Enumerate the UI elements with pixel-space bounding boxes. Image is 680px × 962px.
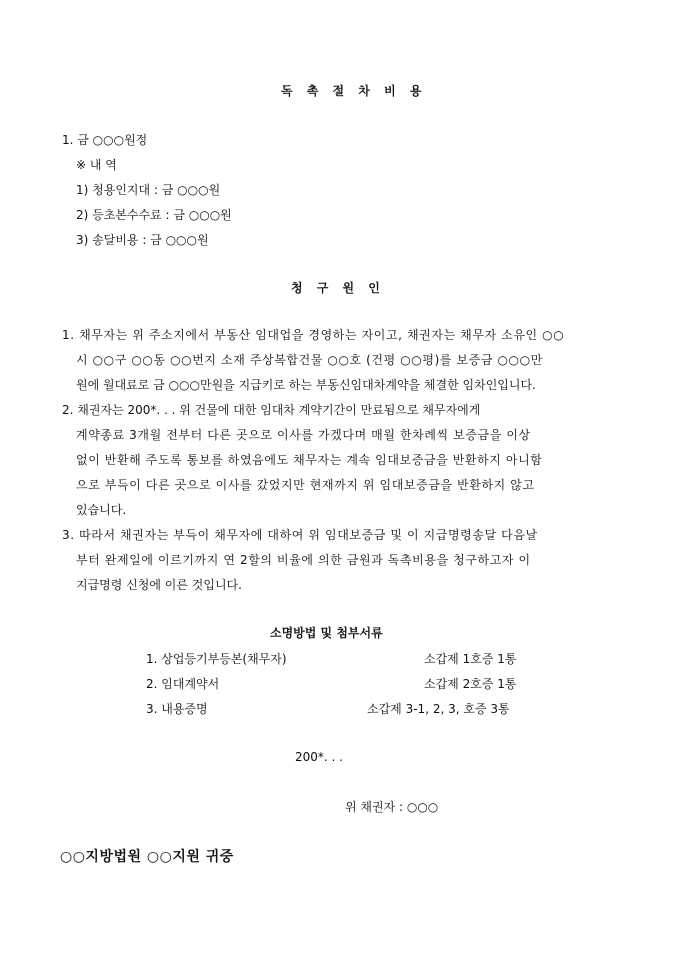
claim-line: 2. 채권자는 200*. . . 위 건물에 대한 임대차 계약기간이 만료됨으로 채무자에게 bbox=[62, 403, 481, 417]
claim-line: 원에 월대료로 금 ○○○만원을 지급키로 하는 부동신임대차계약을 체결한 임차인입니다. bbox=[76, 378, 536, 392]
claim-line: 부터 완제일에 이르기까지 연 2할의 비율에 의한 금원과 독촉비용을 청구하고자 이 bbox=[76, 553, 531, 567]
claim-line: 지급명령 신청에 이른 것입니다. bbox=[76, 578, 242, 592]
evidence-ref: 소갑제 2호증 1통 bbox=[424, 677, 517, 691]
cost-breakdown-label: ※ 내 역 bbox=[76, 158, 117, 172]
claim-line: 으로 부득이 다른 곳으로 이사를 갔었지만 현재까지 위 임대보증금을 반환하지 않고 bbox=[76, 478, 535, 492]
evidence-name: 1. 상업등기부등본(채무자) bbox=[146, 652, 287, 666]
claim-line: 3. 따라서 채권자는 부득이 채무자에 대하여 위 임대보증금 및 이 지급명령송달 다음날 bbox=[62, 528, 538, 542]
claim-line: 시 ○○구 ○○동 ○○번지 소재 주상복합건물 ○○호 (건평 ○○평)를 보증금 ○○○만 bbox=[76, 353, 543, 367]
evidence-ref: 소갑제 3-1, 2, 3, 호증 3통 bbox=[367, 702, 510, 716]
claim-line: 1. 채무자는 위 주소지에서 부동산 임대업을 경영하는 자이고, 채권자는 채무자 소유인 ○○ bbox=[62, 328, 565, 342]
evidence-section-title: 소명방법 및 첨부서류 bbox=[270, 626, 383, 640]
court-addressee: ○○지방법원 ○○지원 귀중 bbox=[60, 849, 234, 865]
cost-amount-line: 1. 금 ○○○원정 bbox=[62, 133, 148, 147]
cost-item: 1) 청용인지대 : 금 ○○○원 bbox=[76, 183, 221, 197]
evidence-name: 3. 내용증명 bbox=[146, 702, 208, 716]
cost-section-title: 독 촉 절 차 비 용 bbox=[281, 84, 427, 98]
cost-item: 3) 송달비용 : 금 ○○○원 bbox=[76, 233, 209, 247]
cost-item: 2) 등초본수수료 : 금 ○○○원 bbox=[76, 208, 232, 222]
claim-section-title: 청 구 원 인 bbox=[291, 281, 385, 295]
evidence-ref: 소갑제 1호증 1통 bbox=[424, 652, 517, 666]
claim-line: 있습니다. bbox=[76, 503, 127, 517]
filing-date: 200*. . . bbox=[295, 750, 343, 764]
claim-line: 없이 반환해 주도록 통보를 하였음에도 채무자는 계속 임대보증금을 반환하지 아니함 bbox=[76, 453, 543, 467]
creditor-signature: 위 채권자 : ○○○ bbox=[345, 800, 439, 814]
claim-line: 계약종료 3개월 전부터 다른 곳으로 이사를 가겠다며 매월 한차례씩 보증금을 이상 bbox=[76, 428, 531, 442]
evidence-name: 2. 임대계약서 bbox=[146, 677, 220, 691]
